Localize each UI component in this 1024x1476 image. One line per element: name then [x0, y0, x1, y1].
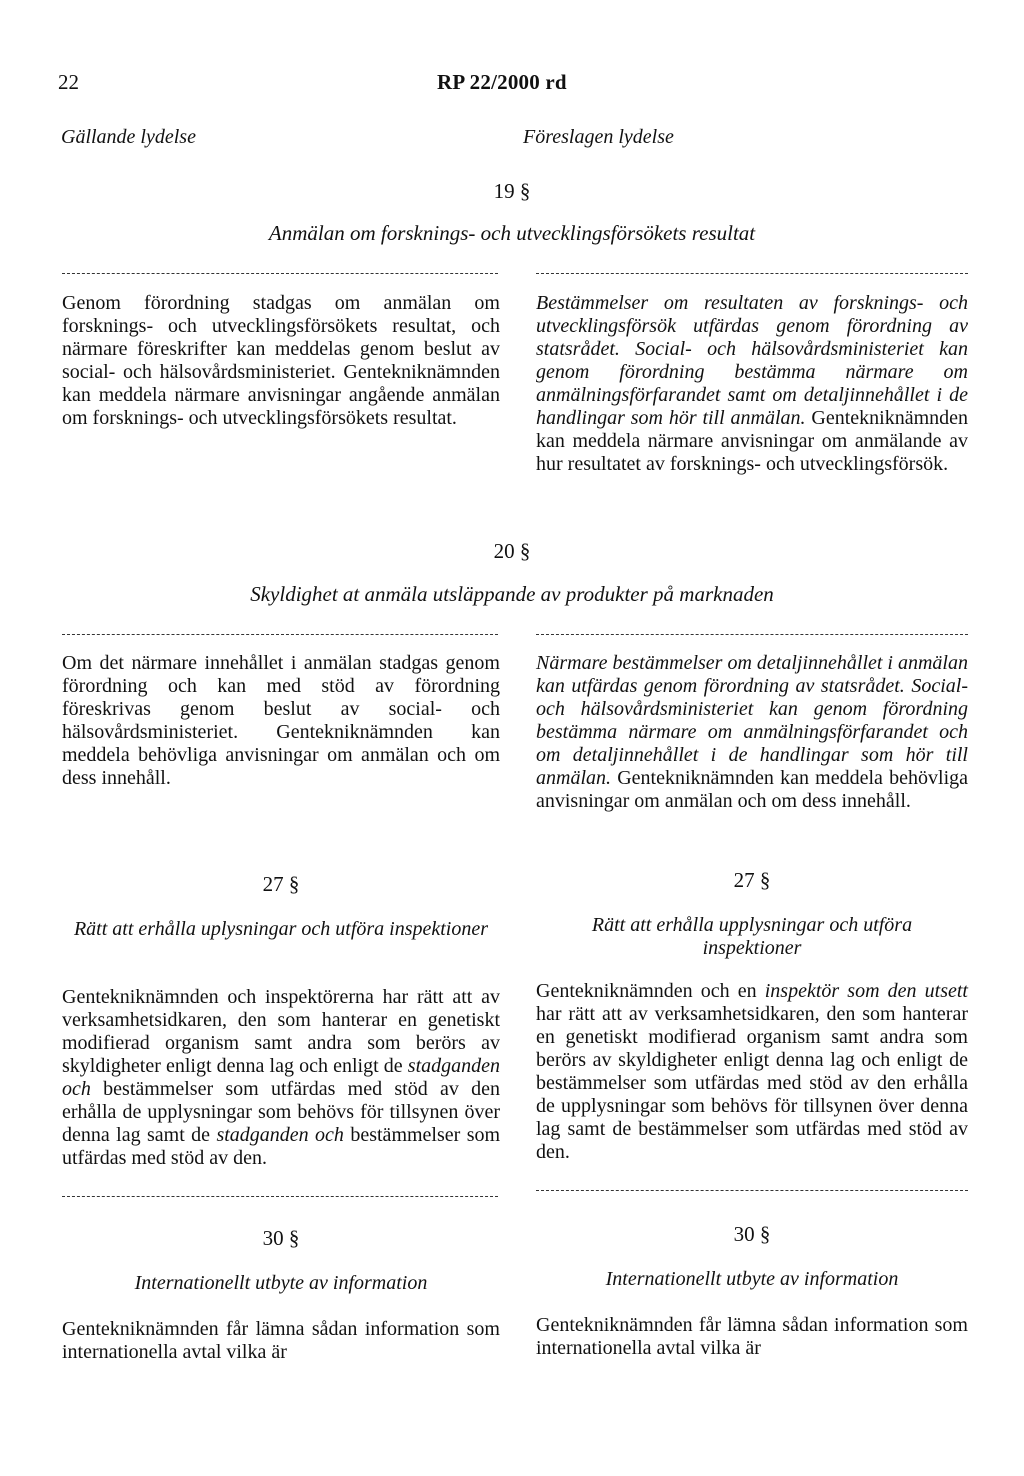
section-19-number: 19 §	[493, 179, 531, 203]
omission-dash-left	[62, 273, 498, 274]
document-id: RP 22/2000 rd	[437, 70, 567, 94]
section-19-proposed-text	[536, 292, 968, 476]
italic-text: stadganden och	[216, 1124, 344, 1146]
omission-dash-right	[536, 273, 968, 274]
paragraph: Gentekniknämnden får lämna sådan information som internationella avtal vilka är	[536, 1314, 968, 1359]
section-20-title: Skyldighet at anmäla utsläppande av produkter på marknaden	[250, 582, 774, 606]
section-30-title-proposed: Internationellt utbyte av information	[605, 1268, 899, 1290]
section-30-proposed-text	[536, 1314, 968, 1360]
section-27-title-current: Rätt att erhålla uplysningar och utföra inspektioner	[73, 918, 489, 940]
italic-text: Närmare bestämmelser om detaljinnehållet i anmälan kan utfärdas genom förordning av statsrådet. Social- och hälsovårdsministeriet kan genom förordning bestämma närmare om anmälningsförfarandet och om detaljinnehållet i de handlingar som hör till anmälan.	[536, 652, 968, 789]
section-27-number-proposed: 27 §	[733, 868, 771, 892]
page-number: 22	[58, 70, 79, 94]
column-header-proposed: Föreslagen lydelse	[523, 126, 674, 148]
paragraph: Genom förordning stadgas om anmälan om forsknings- och utvecklingsförsökets resultat, och närmare föreskrifter kan meddelas genom beslut av social- och hälsovårdsministeriet. Gentekniknämnden kan meddela närmare anvisningar angående anmälan om forsknings- och utvecklingsförsökets resultat.	[62, 292, 500, 429]
paragraph	[62, 986, 500, 1170]
section-19-current-text	[62, 292, 500, 430]
paragraph	[536, 292, 968, 476]
section-27-number-current: 27 §	[262, 872, 300, 896]
paragraph	[536, 652, 968, 813]
plain-text: Gentekniknämnden och en	[536, 980, 757, 1002]
omission-dash-right	[536, 1190, 968, 1191]
section-19-title: Anmälan om forsknings- och utvecklingsförsökets resultat	[268, 221, 756, 245]
plain-text: bestämmelser som utfärdas med stöd av den erhålla de upplysningar som behövs för tillsynen över denna lag samt de	[62, 1078, 500, 1146]
paragraph: Om det närmare innehållet i anmälan stadgas genom förordning och kan med stöd av förordning föreskrivas genom beslut av social- och hälsovårdsministeriet. Gentekniknämnden kan meddela behövliga anvisningar om anmälan och om dess innehåll.	[62, 652, 500, 789]
plain-text: Gentekniknämnden kan meddela behövliga anvisningar om anmälan och om dess innehåll.	[536, 767, 969, 812]
omission-dash-left	[62, 1196, 498, 1197]
section-30-number-current: 30 §	[262, 1226, 300, 1250]
section-20-proposed-text	[536, 652, 968, 813]
section-27-current-text	[62, 986, 500, 1170]
section-20-number: 20 §	[493, 539, 531, 563]
omission-dash-left	[62, 634, 498, 635]
section-30-number-proposed: 30 §	[733, 1222, 771, 1246]
plain-text: Gentekniknämnden kan meddela närmare anvisningar om anmälande av hur resultatet av forsknings- och utvecklingsförsök.	[536, 407, 969, 475]
italic-text: Bestämmelser om resultaten av forsknings- och utvecklingsförsök utfärdas genom förordning av statsrådet. Social- och hälsovårdsministeriet kan genom förordning bestämma närmare om anmälningsförfarandet samt om detaljinnehållet i de handlingar som hör till anmälan.	[536, 292, 968, 429]
section-30-current-text	[62, 1318, 500, 1364]
plain-text: bestämmelser som utfärdas med stöd av den.	[62, 1124, 501, 1169]
paragraph: Gentekniknämnden får lämna sådan information som internationella avtal vilka är	[62, 1318, 500, 1363]
column-header-current: Gällande lydelse	[61, 126, 196, 148]
italic-text: stadganden och	[62, 1055, 500, 1100]
plain-text: har rätt att av verksamhetsidkaren, den som hanterar en genetiskt modifierad organism samt andra som berörs av skyldigheter enligt denna lag och enligt de bestämmelser som utfärdas med stöd av den erhålla de upplysningar som behövs för tillsynen över denna lag samt de bestämmelser som utfärdas med stöd av den.	[536, 1003, 968, 1163]
section-27-proposed-text	[536, 980, 968, 1164]
italic-text: inspektör som den utsett	[764, 980, 968, 1002]
section-27-title-proposed: Rätt att erhålla upplysningar och utföra inspektioner	[591, 914, 913, 959]
plain-text: Gentekniknämnden och inspektörerna har rätt att av verksamhetsidkaren, den som hanterar en genetiskt modifierad organism samt andra som berörs av skyldigheter enligt denna lag och enligt de	[62, 986, 500, 1077]
section-20-current-text	[62, 652, 500, 790]
section-30-title-current: Internationellt utbyte av information	[134, 1272, 428, 1294]
omission-dash-right	[536, 634, 968, 635]
paragraph	[536, 980, 968, 1164]
